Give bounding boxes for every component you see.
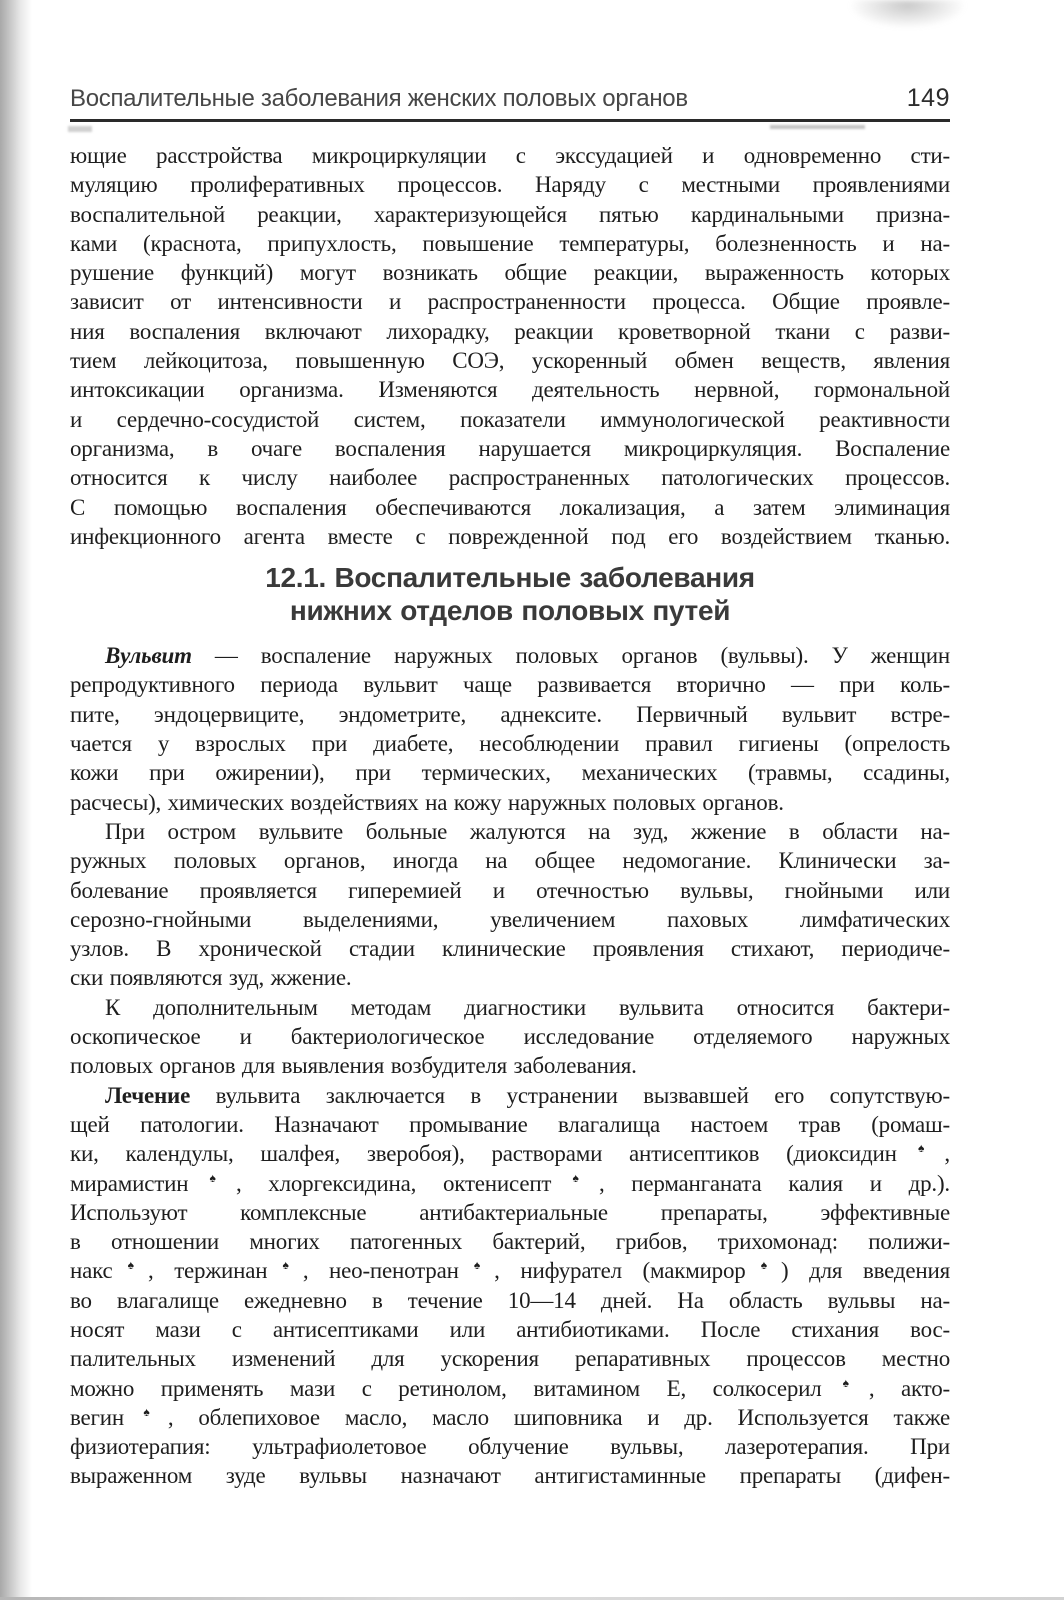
text-line: рушение функций) могут возникать общие реакции, выраженность которых (70, 260, 950, 286)
text-line: кожи при ожирении), при термических, механических (травмы, ссадины, (70, 760, 950, 786)
text-line: интоксикации организма. Изменяются деятельность нервной, гормональной (70, 377, 950, 403)
text-line: болевание проявляется гиперемией и отечностью вульвы, гнойными или (70, 877, 950, 903)
trade-name-mark: ♠ (746, 1258, 782, 1273)
text-line: узлов. В хронической стадии клинические проявления стихают, периодиче- (70, 936, 950, 962)
paragraph-vulvitis-treatment (70, 1081, 950, 1491)
trade-name-mark: ♠ (897, 1141, 945, 1156)
text-line: половых органов для выявления возбудителя заболевания. (70, 1053, 637, 1079)
text-line: ки, календулы, шалфея, зверобоя), растворами антисептиков (диоксидин♠, (70, 1141, 950, 1167)
text-line: воспалительной реакции, характеризующейся пятью кардинальными призна- (70, 201, 950, 227)
section-heading-line-2: нижних отделов половых путей (289, 595, 731, 627)
text-line: накс♠, тержинан♠, нео-пенотран♠, нифурател (макмирор♠) для введения (70, 1258, 950, 1284)
paragraph-vulvitis-symptoms (70, 817, 950, 993)
scan-left-edge-shadow (0, 0, 32, 1600)
text-line: тием лейкоцитоза, повышенную СОЭ, ускоренный обмен веществ, явления (70, 348, 950, 374)
text-line: мирамистин♠, хлоргексидина, октенисепт♠, перманганата калия и др.). (70, 1170, 950, 1196)
text-line: инфекционного агента вместе с поврежденной под его воздействием тканью. (70, 523, 950, 549)
text-line: пите, эндоцервиците, эндометрите, аднексите. Первичный вульвит встре- (70, 701, 950, 727)
text-line: щей патологии. Назначают промывание влагалища настоем трав (ромаш- (70, 1111, 950, 1137)
text-line: расчесы), химических воздействиях на кожу наружных половых органов. (70, 789, 784, 815)
text-line: зависит от интенсивности и распространенности процесса. Общие проявле- (70, 289, 950, 315)
text-line: выраженном зуде вульвы назначают антигистаминные препараты (дифен- (70, 1463, 950, 1489)
text-line: серозно-гнойными выделениями, увеличением паховых лимфатических (70, 906, 950, 932)
section-heading (70, 561, 950, 627)
running-title: Воспалительные заболевания женских половых органов (70, 85, 688, 112)
text-line: муляцию пролиферативных процессов. Наряду с местными проявлениями (70, 172, 950, 198)
text-line: ски появляются зуд, жжение. (70, 965, 352, 991)
text-line: палительных изменений для ускорения репаративных процессов местно (70, 1346, 950, 1372)
text-line: Лечение вульвита заключается в устранении вызвавшей его сопутствую- (105, 1082, 950, 1108)
paragraph-vulvitis-diagnostics (70, 993, 950, 1081)
scan-rule-smudge (770, 125, 865, 129)
text-line: можно применять мази с ретинолом, витамином Е, солкосерил♠, акто- (70, 1375, 950, 1401)
text-line: физиотерапия: ультрафиолетовое облучение вульвы, лазеротерапия. При (70, 1434, 950, 1460)
text-line: носят мази с антисептиками или антибиотиками. После стихания вос- (70, 1316, 950, 1342)
text-line: ния воспаления включают лихорадку, реакции кроветворной ткани с разви- (70, 318, 950, 344)
trade-name-mark: ♠ (552, 1170, 599, 1185)
text-line: относится к числу наиболее распространенных патологических процессов. (70, 465, 950, 491)
text-line: организма, в очаге воспаления нарушается микроциркуляция. Воспаление (70, 435, 950, 461)
section-heading-line-1: 12.1. Воспалительные заболевания (265, 562, 755, 594)
term-lead-in: Вульвит (105, 643, 192, 669)
text-line: в отношении многих патогенных бактерий, грибов, трихомонад: полижи- (70, 1229, 950, 1255)
text-line: репродуктивного периода вульвит чаще развивается вторично — при коль- (70, 672, 950, 698)
text-line: оскопическое и бактериологическое исследование отделяемого наружных (70, 1024, 950, 1050)
text-line: ружных половых органов, иногда на общее недомогание. Клинически за- (70, 848, 950, 874)
trade-name-mark: ♠ (822, 1375, 869, 1390)
trade-name-mark: ♠ (268, 1258, 303, 1273)
page-body (70, 141, 950, 1491)
text-line: К дополнительным методам диагностики вульвита относится бактери- (105, 994, 950, 1020)
text-line: При остром вульвите больные жалуются на зуд, жжение в области на- (105, 818, 950, 844)
text-line: ками (краснота, припухлость, повышение температуры, болезненность и на- (70, 230, 950, 256)
text-line: чается у взрослых при диабете, несоблюдении правил гигиены (опрелость (70, 731, 950, 757)
scan-top-smudge (850, 0, 965, 28)
trade-name-mark: ♠ (189, 1170, 236, 1185)
trade-name-mark: ♠ (125, 1404, 168, 1419)
running-head (70, 84, 950, 113)
bold-lead-in: Лечение (105, 1082, 191, 1108)
page-number: 149 (906, 84, 950, 112)
scan-rule-artifact (68, 126, 92, 132)
trade-name-mark: ♠ (459, 1258, 495, 1273)
paragraph-inflammation-intro (70, 141, 950, 551)
text-line: С помощью воспаления обеспечиваются локализация, а затем элиминация (70, 494, 950, 520)
header-rule (70, 119, 950, 122)
text-line: во влагалище ежедневно в течение 10—14 дней. На область вульвы на- (70, 1287, 950, 1313)
text-line: вегин♠, облепиховое масло, масло шиповника и др. Используется также (70, 1404, 950, 1430)
text-line: Используют комплексные антибактериальные препараты, эффективные (70, 1199, 950, 1225)
text-line: и сердечно-сосудистой систем, показатели иммунологической реактивности (70, 406, 950, 432)
text-line: ющие расстройства микроциркуляции с экссудацией и одновременно сти- (70, 143, 950, 168)
page-header (70, 84, 950, 122)
trade-name-mark: ♠ (113, 1258, 148, 1273)
paragraph-vulvitis-definition (70, 641, 950, 817)
text-line: Вульвит — воспаление наружных половых органов (вульвы). У женщин (105, 643, 950, 669)
